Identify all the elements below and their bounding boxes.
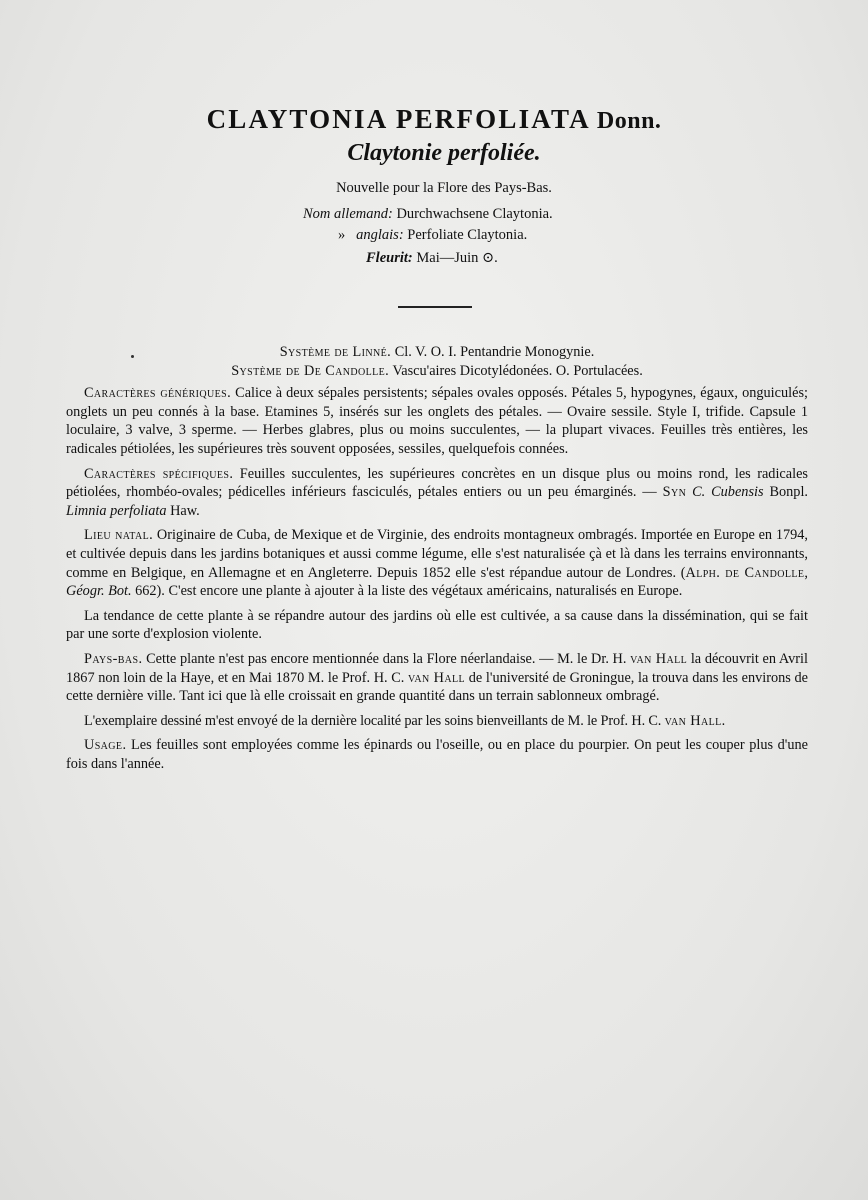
- german-name-row: [303, 206, 553, 223]
- divider-rule: [398, 306, 472, 308]
- generic-characters: [66, 384, 808, 458]
- dispersal-paragraph: [66, 607, 808, 644]
- german-label: Nom allemand:: [303, 206, 393, 222]
- usage-label: Usage.: [84, 737, 127, 754]
- french-name: Claytonie perfoliée.: [347, 140, 541, 166]
- dispersal-text: La tendance de cette plante à se répandre autour des jardins où elle est cultivée, a sa cause dans la dissémination, qui se fait par une sorte d'explosion violente.: [66, 607, 808, 643]
- german-name: Durchwachsene Claytonia.: [396, 206, 553, 222]
- reference-work: Géogr. Bot.: [66, 583, 132, 600]
- collector-name-a: van Hall: [630, 650, 688, 667]
- specific-label: Caractères spécifiques.: [84, 465, 234, 482]
- ditto-mark: »: [338, 227, 346, 243]
- english-name-row: [338, 227, 527, 244]
- synonym-name-1: C. Cubensis: [692, 484, 764, 501]
- reference-author: Alph. de Candolle: [685, 564, 805, 581]
- synonym-end: Haw.: [170, 502, 200, 519]
- synonym-name-2: Limnia perfoliata: [66, 502, 167, 519]
- flowering-row: [366, 250, 498, 267]
- flowering-value: Mai—Juin ⊙.: [416, 250, 498, 266]
- linne-label: Système de Linné.: [279, 344, 392, 360]
- specific-text: Feuilles succulentes, les supérieures concrètes en un disque plus ou moins rond, les radicales pétiolées, rhombéo-ovales; pédicelles inférieurs fasciculés, pétales entiers ou un peu émarginés. —: [66, 465, 808, 501]
- netherlands-text-a: Cette plante n'est pas encore mentionnée dans la Flore néerlandaise. — M. le Dr. H.: [146, 650, 627, 667]
- page-title: [0, 104, 868, 135]
- usage-text: Les feuilles sont employées comme les épinards ou l'oseille, ou en place du pourpier. On peut les couper plus d'une fois dans l'année.: [66, 737, 808, 772]
- reference-rest: 662). C'est encore une plante à ajouter à la liste des végétaux américains, naturalisés en Europe.: [131, 583, 683, 600]
- linne-system: [66, 343, 808, 362]
- generic-text: Calice à deux sépales persistents; sépales ovales opposés. Pétales 5, hypogynes, égaux, onguiculés; onglets un peu connés à la base. Etamines 5, insérés sur les onglets des pétales. — Ovaire sessile. Style I, trifide. Capsule 1 loculaire, 3 valve, 3 sperme. — Herbes glabres, plus ou moins succulentes, — la plupart vivaces. Feuilles très entières, les radicales pétiolées, les supérieures très souvent opposées, sessiles, quelquefois connées.: [66, 385, 808, 457]
- specimen-end: .: [721, 712, 726, 729]
- generic-label: Caractères génériques.: [84, 385, 232, 402]
- decandolle-system: [66, 362, 808, 381]
- english-label: anglais:: [356, 227, 404, 243]
- reference-separator: ,: [804, 564, 808, 581]
- usage-paragraph: [66, 736, 808, 773]
- novelty-note: Nouvelle pour la Flore des Pays-Bas.: [336, 180, 552, 196]
- native-habitat: [66, 526, 808, 600]
- collector-name-b: van Hall: [408, 669, 466, 686]
- netherlands-text-b: la découvrit en Avril 1867 non loin de la Haye, et en Mai 1870 M. le Prof. H. C.: [66, 650, 808, 686]
- description-body: [66, 343, 808, 779]
- specimen-paragraph: [66, 712, 808, 731]
- netherlands-label: Pays-bas.: [84, 650, 143, 667]
- specific-characters: [66, 465, 808, 521]
- synonym-authority: Bonpl.: [769, 484, 808, 501]
- habitat-label: Lieu natal.: [84, 527, 154, 544]
- english-name: Perfoliate Claytonia.: [407, 227, 528, 243]
- habitat-text: Originaire de Cuba, de Mexique et de Virginie, des endroits montagneux ombragés. Importée en Europe en 1794, et cultivée depuis dans les jardins botaniques et aussi comme légume, elle s'est naturalisée çà et là dans les terrains environnants, comme en Belgique, en Allemagne et en Angleterre. Depuis 1852 elle s'est répandue autour de Londres. (: [66, 527, 808, 581]
- linne-text: Cl. V. O. I. Pentandrie Monogynie.: [394, 344, 595, 360]
- specimen-donor: van Hall: [664, 712, 722, 729]
- netherlands-paragraph: [66, 650, 808, 706]
- species-author: Donn.: [596, 108, 662, 134]
- netherlands-text-c: de l'université de Groningue, la trouva dans les environs de cette dernière ville. Tant ici que là elle croissait en grande quantité dans un terrain sablonneux ombragé.: [66, 669, 809, 705]
- flowering-label: Fleurit:: [366, 250, 413, 266]
- decandolle-label: Système de De Candolle.: [231, 362, 390, 379]
- species-name: CLAYTONIA PERFOLIATA: [206, 104, 591, 134]
- synonym-prefix: Syn: [662, 484, 687, 501]
- specimen-text: L'exemplaire dessiné m'est envoyé de la dernière localité par les soins bienveillants de M. le Prof. H. C.: [84, 712, 662, 729]
- decandolle-text: Vascu'aires Dicotylédonées. O. Portulacées.: [392, 362, 643, 379]
